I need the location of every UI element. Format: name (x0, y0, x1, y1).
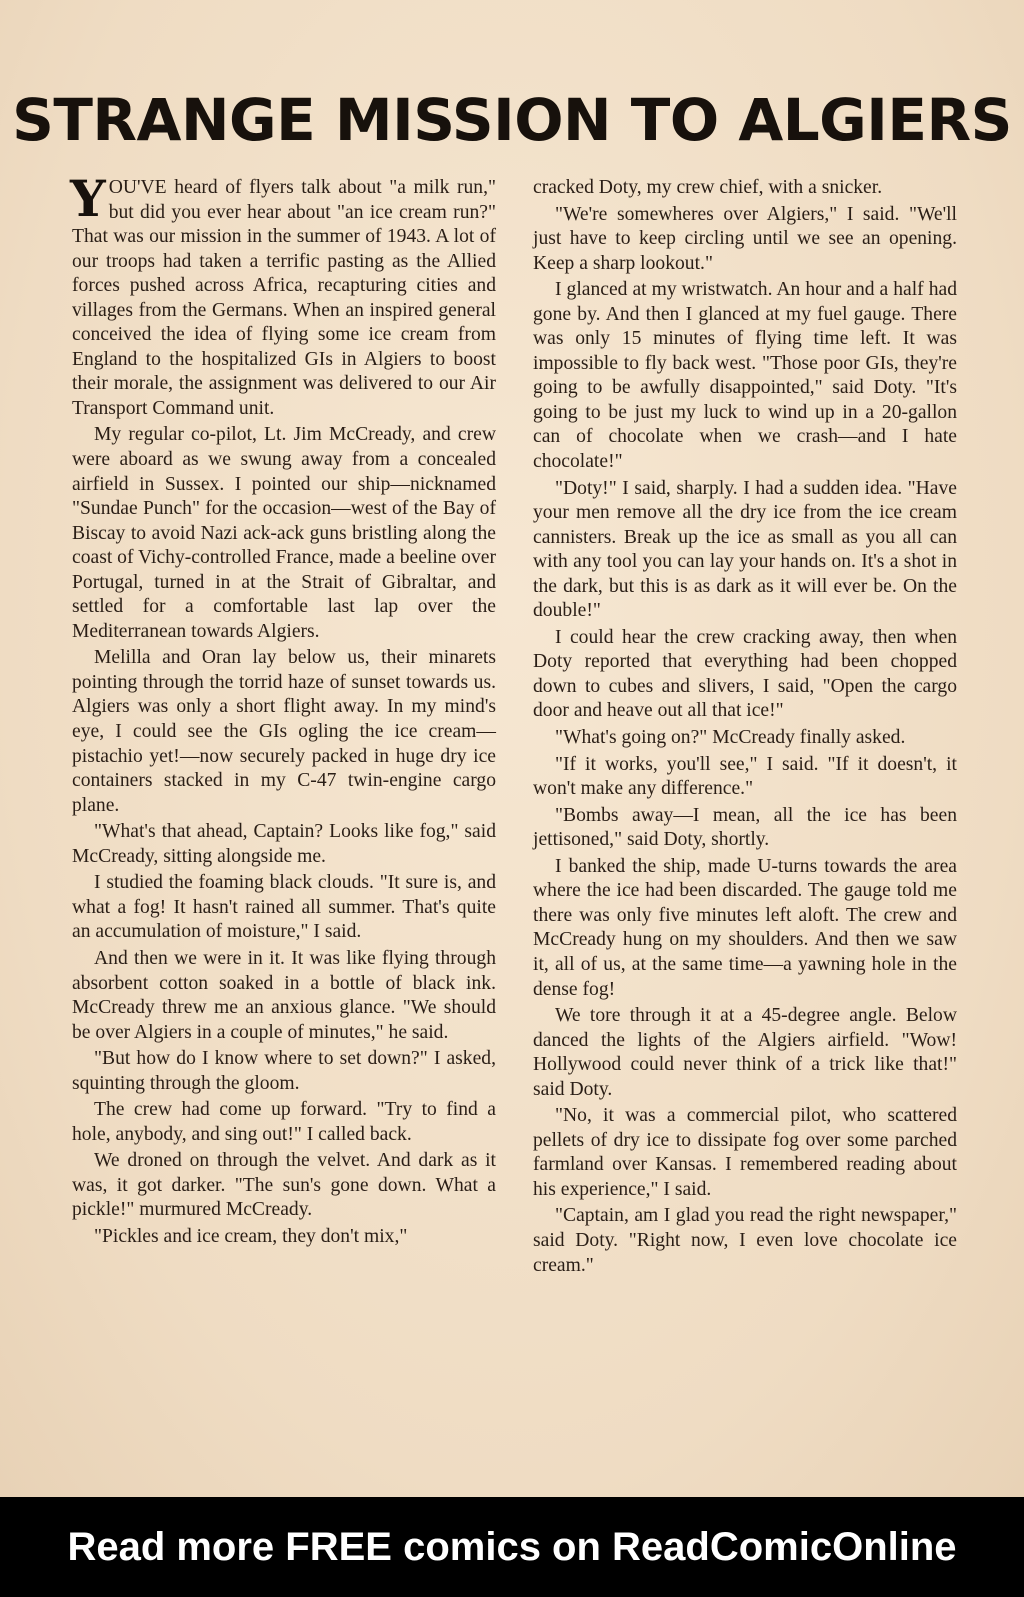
paragraph: "Pickles and ice cream, they don't mix," (94, 1225, 408, 1247)
paragraph: "Doty!" I said, sharply. I had a sudden idea. "Have your men remove all the dry ice from the ice cream cannisters. Break up the ice as small as you all can with any tool you can lay your hands on. It's a shot in the dark, but this is as dark as it will ever be. On the double!" (533, 477, 957, 622)
paragraph: My regular co-pilot, Lt. Jim McCready, and crew were aboard as we swung away from a concealed airfield in Sussex. I pointed our ship—nicknamed "Sundae Punch" for the occasion—west of the Bay of Biscay to avoid Nazi ack-ack guns bristling along the coast of Vichy-controlled France, made a beeline over Portugal, turned in at the Strait of Gibraltar, and settled for a comfortable last lap over the Mediterranean towards Algiers. (72, 424, 496, 642)
paragraph: "What's that ahead, Captain? Looks like fog," said McCready, sitting alongside me. (72, 821, 496, 867)
paragraph: We tore through it at a 45-degree angle. Below danced the lights of the Algiers airfield. "Wow! Hollywood could never think of a trick like that!" said Doty. (533, 1005, 957, 1100)
paragraph: "Captain, am I glad you read the right newspaper," said Doty. "Right now, I even love chocolate ice cream." (533, 1205, 957, 1276)
paragraph: "We're somewheres over Algiers," I said. "We'll just have to keep circling until we see an opening. Keep a sharp lookout." (533, 203, 957, 274)
paragraph: "If it works, you'll see," I said. "If it doesn't, it won't make any difference." (533, 753, 957, 800)
footer-banner-text: Read more FREE comics on ReadComicOnline (67, 1525, 957, 1569)
paragraph: The crew had come up forward. "Try to find a hole, anybody, and sing out!" I called back. (72, 1099, 496, 1145)
paragraph: "But how do I know where to set down?" I asked, squinting through the gloom. (72, 1048, 496, 1094)
article-title: STRANGE MISSION TO ALGIERS (12, 86, 1012, 154)
paragraph: We droned on through the velvet. And dark as it was, it got darker. "The sun's gone down. What a pickle!" murmured McCready. (72, 1150, 496, 1221)
paragraph: "What's going on?" McCready finally asked. (555, 727, 906, 749)
paragraph: I could hear the crew cracking away, then when Doty reported that everything had been chopped down to cubes and slivers, I said, "Open the cargo door and heave out all that ice!" (533, 626, 957, 722)
footer-banner (0, 1497, 1024, 1597)
paragraph: I glanced at my wristwatch. An hour and a half had gone by. And then I glanced at my fuel gauge. There was only 15 minutes of flying time left. It was impossible to fly back west. "Those poor GIs, they're going to be awfully disappointed," said Doty. "It's going to be just my luck to wind up in a 20-gallon can of chocolate when we crash—and I hate chocolate!" (533, 279, 957, 473)
paragraph: I studied the foaming black clouds. "It sure is, and what a fog! It hasn't rained all summer. That's quite an accumulation of moisture," I said. (72, 872, 496, 943)
paragraph: Melilla and Oran lay below us, their minarets pointing through the torrid haze of sunset towards us. Algiers was only a short flight away. In my mind's eye, I could see the GIs ogling the ice cream—pistachio yet!—now securely packed in huge dry ice containers stacked in my C-47 twin-engine cargo plane. (72, 647, 496, 816)
paragraph-text: OU'VE heard of flyers talk about "a milk run," but did you ever hear about "an ice cream run?" That was our mission in the summer of 1943. A lot of our troops had taken a terrific pasting as the Allied forces pushed across Africa, recapturing cities and villages from the Germans. When an inspired general conceived the idea of flying some ice cream from England to the hospitalized GIs in Algiers to boost their morale, the assignment was delivered to our Air Transport Command unit. (72, 177, 496, 419)
left-column (70, 169, 496, 1252)
paragraph: "Bombs away—I mean, all the ice has been jettisoned," said Doty, shortly. (533, 804, 957, 851)
right-column (533, 176, 957, 1280)
drop-cap: Y (70, 169, 106, 228)
paragraph: "No, it was a commercial pilot, who scattered pellets of dry ice to dissipate fog over some parched farmland over Kansas. I remembered reading about his experience," I said. (533, 1105, 957, 1200)
paragraph: And then we were in it. It was like flying through absorbent cotton soaked in a bottle of black ink. McCready threw me an anxious glance. "We should be over Algiers in a couple of minutes," he said. (72, 947, 496, 1043)
paragraph: I banked the ship, made U-turns towards the area where the ice had been discarded. The gauge told me there was only five minutes left aloft. The crew and McCready hung on my shoulders. And then we saw it, all of us, at the same time—a yawning hole in the dense fog! (533, 855, 957, 1000)
opening-paragraph (70, 169, 496, 421)
continued-paragraph: cracked Doty, my crew chief, with a snicker. (533, 177, 883, 198)
